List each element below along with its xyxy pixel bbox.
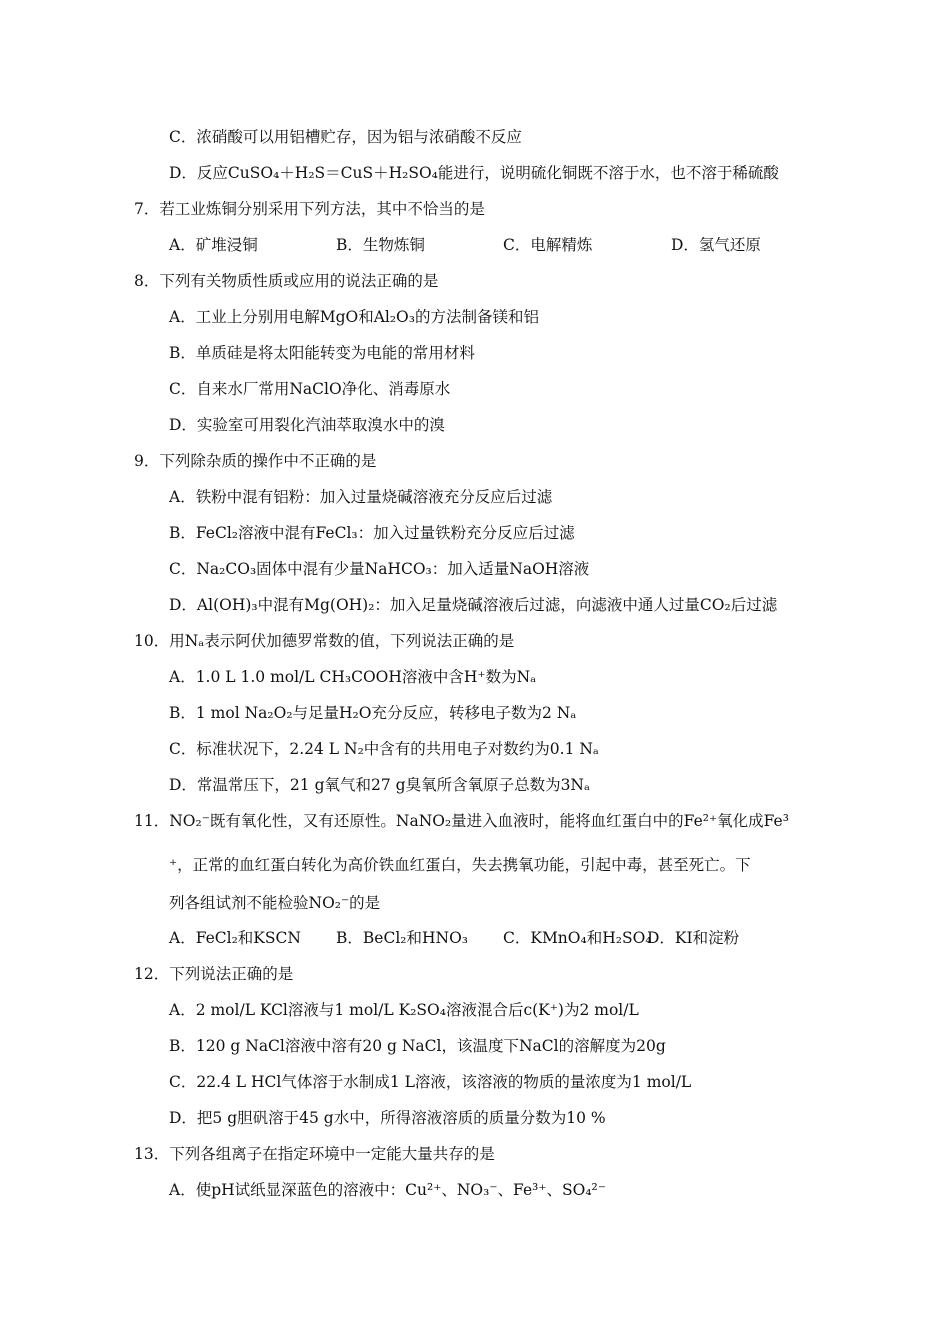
q13-option-a: A．使pH试纸显深蓝色的溶液中：Cu²⁺、NO₃⁻、Fe³⁺、SO₄²⁻ xyxy=(169,1181,606,1199)
question-10: 10．用Nₐ表示阿伏加德罗常数的值，下列说法正确的是 xyxy=(134,632,515,650)
q8-option-c: C．自来水厂常用NaClO净化、消毒原水 xyxy=(169,380,451,398)
q6-option-c: C．浓硝酸可以用铝槽贮存，因为铝与浓硝酸不反应 xyxy=(169,128,522,146)
q7-option-a: A．矿堆浸铜 xyxy=(169,236,258,254)
q7-option-c: C．电解精炼 xyxy=(503,236,593,254)
q9-option-d: D．Al(OH)₃中混有Mg(OH)₂：加入足量烧碱溶液后过滤，向滤液中通人过量CO₂后过滤 xyxy=(169,596,778,614)
q8-option-b: B．单质硅是将太阳能转变为电能的常用材料 xyxy=(169,344,475,362)
q12-option-a: A．2 mol/L KCl溶液与1 mol/L K₂SO₄溶液混合后c(K⁺)为2 mol/L xyxy=(169,1001,639,1019)
q11-option-c: C．KMnO₄和H₂SO₄ xyxy=(503,929,652,947)
q11-option-a: A．FeCl₂和KSCN xyxy=(169,929,301,947)
question-12: 12．下列说法正确的是 xyxy=(134,965,294,983)
q11-option-b: B．BeCl₂和HNO₃ xyxy=(336,929,468,947)
q9-option-c: C．Na₂CO₃固体中混有少量NaHCO₃：加入适量NaOH溶液 xyxy=(169,560,590,578)
q10-option-a: A．1.0 L 1.0 mol/L CH₃COOH溶液中含H⁺数为Nₐ xyxy=(169,668,537,686)
q10-option-b: B．1 mol Na₂O₂与足量H₂O充分反应，转移电子数为2 Nₐ xyxy=(169,704,577,722)
q12-option-c: C．22.4 L HCl气体溶于水制成1 L溶液，该溶液的物质的量浓度为1 mol/L xyxy=(169,1073,692,1091)
question-11-line-3: 列各组试剂不能检验NO₂⁻的是 xyxy=(169,894,381,912)
q12-option-b: B．120 g NaCl溶液中溶有20 g NaCl，该温度下NaCl的溶解度为20g xyxy=(169,1037,666,1055)
q9-option-a: A．铁粉中混有铝粉：加入过量烧碱溶液充分反应后过滤 xyxy=(169,488,553,506)
q6-option-d: D．反应CuSO₄＋H₂S＝CuS＋H₂SO₄能进行，说明硫化铜既不溶于水，也不溶于稀硫酸 xyxy=(169,164,779,182)
q8-option-d: D．实验室可用裂化汽油萃取溴水中的溴 xyxy=(169,416,445,434)
q10-option-c: C．标准状况下，2.24 L N₂中含有的共用电子对数约为0.1 Nₐ xyxy=(169,740,599,758)
q11-option-d: D．KI和淀粉 xyxy=(647,929,740,947)
q7-option-d: D．氢气还原 xyxy=(671,236,761,254)
question-7: 7．若工业炼铜分别采用下列方法，其中不恰当的是 xyxy=(134,200,485,218)
q12-option-d: D．把5 g胆矾溶于45 g水中，所得溶液溶质的质量分数为10 % xyxy=(169,1109,606,1127)
q8-option-a: A．工业上分别用电解MgO和Al₂O₃的方法制备镁和铝 xyxy=(169,308,539,326)
question-8: 8．下列有关物质性质或应用的说法正确的是 xyxy=(134,272,439,290)
q7-option-b: B．生物炼铜 xyxy=(336,236,425,254)
question-13: 13．下列各组离子在指定环境中一定能大量共存的是 xyxy=(134,1145,495,1163)
question-9: 9．下列除杂质的操作中不正确的是 xyxy=(134,452,377,470)
q10-option-d: D．常温常压下，21 g氧气和27 g臭氧所含氧原子总数为3Nₐ xyxy=(169,776,590,794)
question-11-line-2: ⁺，正常的血红蛋白转化为高价铁血红蛋白，失去携氧功能，引起中毒，甚至死亡。下 xyxy=(169,856,751,874)
q9-option-b: B．FeCl₂溶液中混有FeCl₃：加入过量铁粉充分反应后过滤 xyxy=(169,524,575,542)
question-11: 11．NO₂⁻既有氧化性，又有还原性。NaNO₂量进入血液时，能将血红蛋白中的Fe²⁺氧化成Fe³ xyxy=(134,812,789,830)
